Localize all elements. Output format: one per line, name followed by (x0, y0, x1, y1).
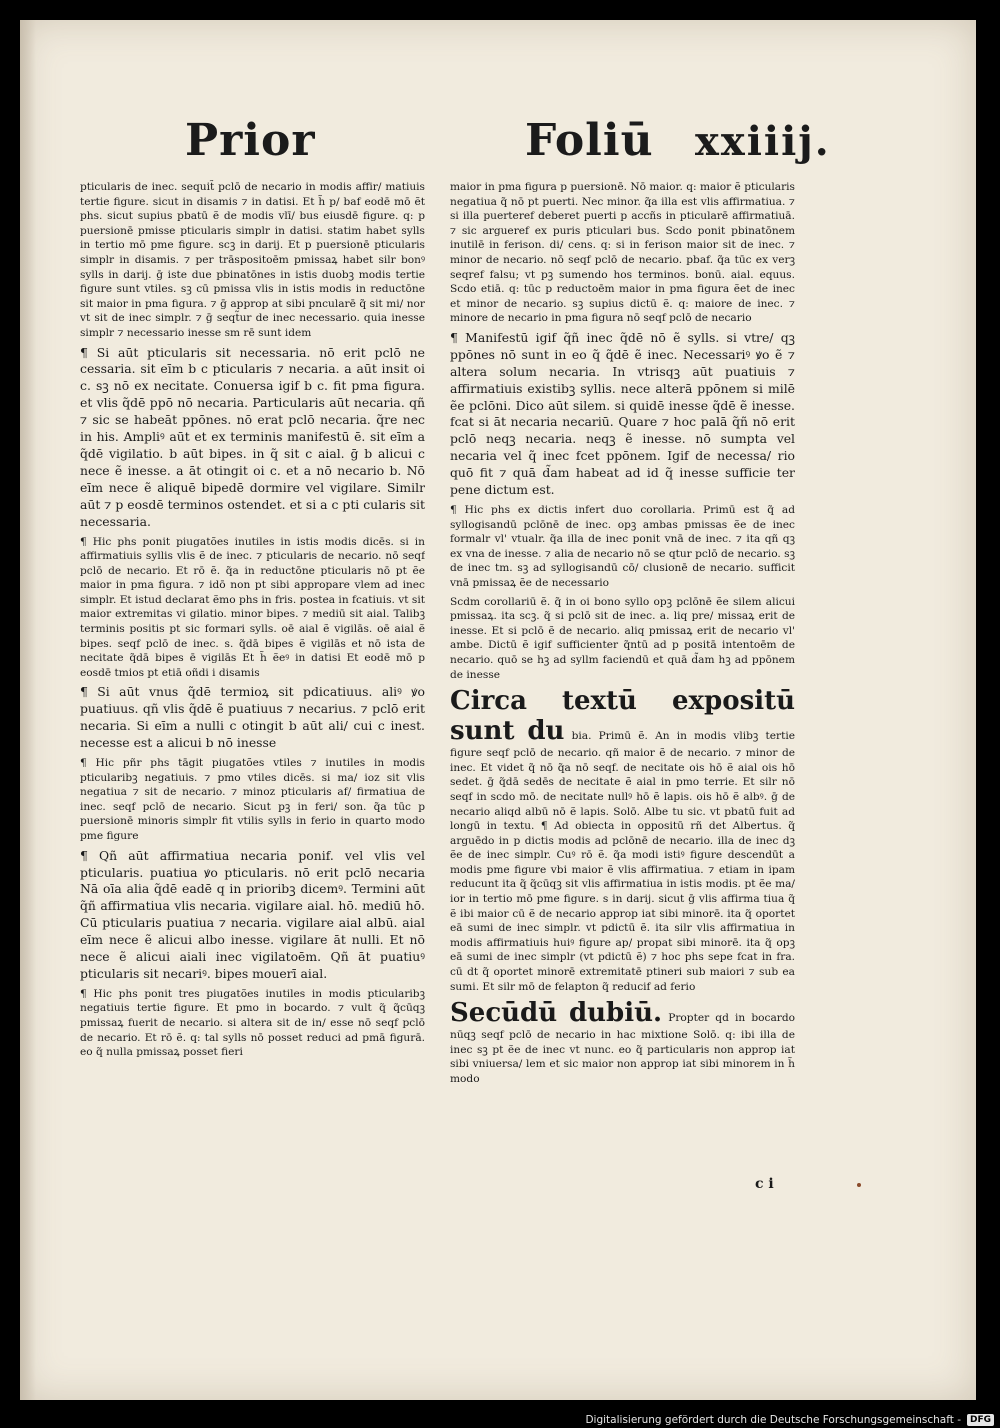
paragraph (80, 180, 425, 341)
paragraph-text: ¶ Hic pñr phs tāgit piugatões vtiles ⁊ inutiles in modis pticularibꝫ negatiuis. ⁊ pmo vtiles dicēs. si ma/ ioz sit vlis negatiua ⁊ sit de necario. ⁊ minoz pticularis af/ firmatiua de inec. seqf pclō de necario. Sicut pꝫ in feri/ son. q̃a tūc p puersionē minoris simplr fit vtilis sylls in ferio in quarto modo pme figure (80, 757, 425, 843)
paragraph-text: ¶ Si aūt pticularis sit necessaria. nō erit pclō ne cessaria. sit eīm b c pticularis ⁊ necaria. a aūt insit oi c. sꝫ nō ex necitate. Conuersa igif b c. fit pma figura. et vlis q̃dē ppō nō necaria. Particularis aūt necaria. qñ ⁊ sic se habeāt ppōnes. nō erat pclō necaria. q̃re nec in his. Ampliꝰ aūt et ex terminis manifestū ē. sit eīm a q̃dē vigilatio. b aūt bipes. in q̃ sit c aial. ḡ b alicui c nece ẽ inesse. a āt otingit oi c. et a nō necario b. Nō eīm nece ẽ aliquē bipedē dormire vel vigilare. Similr aūt ⁊ p eosdē terminos ostendet. et si a c pti cularis sit necessaria. (80, 344, 425, 529)
paragraph (450, 180, 795, 326)
left-text-column (80, 180, 425, 1165)
section-heading: Circa textū expositū sunt du (450, 686, 795, 747)
section-heading: Secūdū dubiū. (450, 998, 663, 1029)
paragraph-text: maior in pma figura p puersionē. Nō maior. q: maior ẽ pticularis negatiua q̃ nō pt puerti. Nec minor. q̃a illa est vlis affirmatiua. ⁊ si illa puerteref deberet puerti p accñs in pticularē affirmatiuā. ⁊ sic argueref ex puris pticulari bus. Scdo ponit pbinatōnem inutilē in ferison. di/ cens. q: si in ferison maior sit de inec. ⁊ minor de necario. nō seqf pclō de necario. pbaf. q̃a tūc ex verꝫ seqref falsu; vt pꝫ sumendo hos terminos. bonū. aial. equus. Scdo etiā. q: tūc p reductoēm maior in pma figura ẽet de inec et minor de necario. sꝫ supius dictū ẽ. q: maiore de inec. ⁊ minore de necario in pma figura nō seqf pclō de necario (450, 181, 795, 325)
paragraph-text: ¶ Hic phs ex dictis infert duo corollaria. Primū est q̃ ad syllogisandū pclōnē de inec. opꝫ ambas pmissas ẽe de inec formalr vl' vtualr. q̃a illa de inec ponit vnā de inec. ⁊ ita qñ qꝫ ex vna de inesse. ⁊ alia de necario nō se qtur pclō de necario. sꝫ de inec tm. sꝫ ad syllogisandū cō/ clusionē de necario. sufficit vnā pmissaꝝ ẽe de necessario (450, 504, 795, 589)
paragraph-text: ¶ Hic phs ponit tres piugatões inutiles in modis pticularibꝫ negatiuis tertie figure. Et pmo in bocardo. ⁊ vult q̃ q̃cūqꝫ pmissaꝝ fuerit de necario. si altera sit de in/ esse nō seqf pclō de necario. Et rō ẽ. q: tal sylls nō posset reduci ad pmā figurā. eo q̃ nulla pmissaꝝ posset fieri (80, 987, 425, 1059)
paragraph (450, 998, 795, 1086)
paragraph (80, 535, 425, 681)
paragraph-text: bia. Primū ẽ. An in modis vlibꝫ tertie figure seqf pclō de necario. qñ maior ẽ de necario. ⁊ minor de inec. Et videt q̃ nō q̃a nō seqf. de necitate ois hō ẽ aial ois hō sedet. ḡ q̃dā sedēs de necitate ẽ aial in pmo terrie. Et silr nō seqf in scdo mō. de necitate nullꝰ hō ẽ lapis. ois hō ẽ albꝰ. ḡ de necario aliqd albū nō ẽ lapis. Solō. Albe tu sic. vt pbatū fuit ad longū in textu. ¶ Ad obiecta in oppositū rñ det Albertus. q̃ arguēdo in p dictis modis ad pclōnē de necario. illa de inec dꝫ ẽe de inec simplr. Cuꝰ rō ẽ. q̃a modi istiꝰ figure descendūt a modis pme figure vbi maior ẽ vlis affirmatiua. ⁊ etiam in ipam reducunt ita q̃ q̃cūqꝫ sit vlis affirmatiua in istis modis. pt ẽe ma/ ior in tertio mō pme figure. s in darij. sicut ḡ vlis affirma tiua q̃ ẽ ibi maior cū ẽ de necario approp iat sibi minorē. ita q̃ oportet eā sumi de inec simplr. vt pdictū ẽ. ita silr vlis affirmatiua in modis affirmatiuis huiꝰ figure ap/ propat sibi minorē. ita q̃ opꝫ eā sumi de inec simplr (vt pdictū ẽ) ⁊ hoc phs sepe fcat in fra. cū dt q̃ oportet minorē extremitatē ptineri sub maiori ⁊ sub ea sumi. Et silr mō de felapton q̃ reducif ad ferio (450, 730, 795, 993)
paragraph-text: ¶ Manifestū igif q̃ñ inec q̃dē nō ẽ sylls. si vtre/ qꝫ ppōnes nō sunt in eo q̃ q̃dē ẽ inec. Necessariꝰ ꝟo ẽ ⁊ altera solum necaria. In vtrisqꝫ aūt puatiuis ⁊ affirmatiuis existibꝫ syllis. nece alterā ppōnem si milē ẽe pclōni. Dico aūt silem. si quidē inesse q̃dē ẽ inesse. fcat si āt necaria necariū. Quare ⁊ hoc palā q̃ñ nō erit pclō neqꝫ necaria. neqꝫ ẽ inesse. nō sumpta vel necaria vel q̃ inec fcet ppōnem. Igif de necessa/ rio quō fit ⁊ quā d̃am habeat ad id q̃ inesse sufficie ter pene dictum est. (450, 329, 795, 498)
running-head-left: Prior (185, 115, 316, 166)
paragraph-text: ¶ Si aūt vnus q̃dē termioꝝ sit pdicatiuus. aliꝰ ꝟo puatiuus. qñ vlis q̃dē ẽ puatiuus ⁊ necarius. ⁊ pclō erit necaria. Si eīm a nulli c otingit b aūt ali/ cui c inest. necesse est a alicui b nō inesse (80, 684, 425, 751)
folio-number: xxiiij. (695, 118, 831, 165)
paragraph (450, 330, 795, 499)
footer-text: Digitalisierung gefördert durch die Deutsche Forschungsgemeinschaft - (585, 1414, 961, 1426)
paragraph (80, 345, 425, 531)
signature-mark: c i (755, 1176, 774, 1192)
paragraph (450, 595, 795, 683)
right-text-column (450, 180, 795, 1165)
paragraph (450, 503, 795, 591)
paragraph-text: ¶ Qñ aūt affirmatiua necaria ponif. vel vlis vel pticularis. puatiua ꝟo pticularis. nō erit pclō necaria Nā oīa alia q̃dē eadē q in prioribꝫ dicemꝰ. Termini aūt q̃ñ affirmatiua vlis necaria. vigilare aial. hō. mediū hō. Cū pticularis puatiua ⁊ necaria. vigilare aial albū. aial eīm nece ẽ alicui albo inesse. vigilare āt nulli. Et nō nece ẽ alicui aiali inec vigilatoēm. Qñ āt puatiuꝰ pticularis sit necariꝰ. bipes mouerī aial. (80, 847, 425, 981)
paragraph (450, 686, 795, 994)
paragraph (80, 848, 425, 983)
paragraph (80, 684, 425, 752)
paragraph-text: pticularis de inec. sequit̃ pclō de necario in modis affir/ matiuis tertie figure. sicut in disamis ⁊ in datisi. Et h̃ p/ baf eodē mō ẽt phs. sicut supius pbatū ẽ de modis vlī/ bus eiusdē figure. q: p puersionē pmisse pticularis simplr in datisi. statim habet sylls in tertio mō pme figure. scꝫ in darij. Et p puersionē pticularis simplr in disamis. ⁊ per trāspositoēm pmissaꝝ habet silr bonꝰ sylls in darij. ḡ iste due pbinatōnes in istis duobꝫ modis tertie figure sunt vtiles. sꝫ cū pmissa vlis in istis modis in reductōne sit maior in pma figura. ⁊ ḡ approp at sibi pncularē q̃ sit mi/ nor vt sit de inec simplr. ⁊ ḡ seqt̃ur de inec necessario. quia inesse simplr ⁊ necessario inesse sm rē sunt idem (80, 181, 425, 339)
ink-dot (857, 1183, 861, 1187)
book-page (20, 20, 976, 1400)
dfg-logo: DFG (967, 1414, 994, 1426)
paragraph (80, 756, 425, 844)
paragraph-text: Propter qd in bocardo nūqꝫ seqf pclō de necario in hac mixtione Solō. q: ibi illa de inec sꝫ pt ẽe de inec vt nunc. eo q̃ particularis non approp iat sibi vniuersa/ lem et sic maior non approp iat sibi minorem in h̃ modo (450, 1012, 795, 1085)
paragraph-text: Scdm corollariū ẽ. q̃ in oi bono syllo opꝫ pclōnē ẽe silem alicui pmissaꝝ. ita scꝫ. q̃ si pclō sit de inec. a. liq pre/ missaꝝ erit de inesse. Et si pclō ẽ de necario. aliq pmissaꝝ erit de necario vl' ambe. Dictū ẽ igif sufficienter q̃ntū ad p positā intentoēm de necario. quō se hꝫ ad syllm faciendū et quā d̃am hꝫ ad ppōnem de inesse (450, 595, 795, 681)
paragraph (80, 987, 425, 1060)
running-head-right: Foliū (525, 115, 654, 166)
paragraph-text: ¶ Hic phs ponit piugatões inutiles in istis modis dicēs. si in affirmatiuis syllis vlis ẽ de inec. ⁊ pticularis de necario. nō seqf pclō de necario. Et rō ẽ. q̃a in reductōne pticularis nō pt ẽe maior in pma figura. ⁊ idō non pt sibi appropare vlem ad inec simplr. Et istud declarat ẽmo phs in fris. postea in fcatiuis. vt sit maior extremitas vi gilatio. minor bipes. ⁊ mediū sit aial. Talibꝫ terminis positis pt sic formari sylls. oē aial ẽ vigilās. oē aial ẽ bipes. seqf pclō de inec. s. q̃dā bipes ẽ vigilās et nō ista de necitate q̃dā bipes ē vigilās Et h̃ ẽeꝰ in datisi Et eodē mō p eosdē tmios pt etiā oñdi i disamis (80, 535, 425, 679)
digitization-footer (585, 1414, 994, 1426)
